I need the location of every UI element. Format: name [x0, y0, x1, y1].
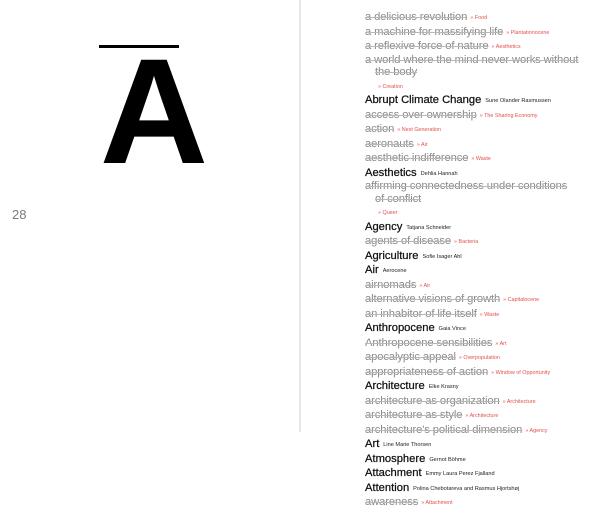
headword: Agriculture: [365, 249, 419, 262]
headword: Air: [365, 264, 379, 276]
term: alternative visions of growth: [365, 293, 501, 305]
author-name: Sofie Isager Ahl: [422, 253, 462, 260]
right-page: [301, 0, 600, 508]
index-headword-entry: [365, 481, 597, 496]
headword: Abrupt Climate Change: [365, 94, 482, 106]
cross-reference-link[interactable]: » Aesthetics: [491, 44, 521, 50]
cross-reference-link[interactable]: » Architecture: [465, 413, 499, 419]
author-name: Elke Krasny: [428, 384, 459, 390]
cross-reference-link[interactable]: » Air: [419, 282, 431, 289]
term: an inhabitor of life itself: [365, 307, 477, 320]
cross-reference-link[interactable]: » Architecture: [502, 398, 536, 405]
headword: Aesthetics: [365, 166, 417, 179]
term-continuation-text: of conflict: [375, 192, 422, 205]
term: a delicious revolution: [365, 11, 468, 23]
cross-reference-link[interactable]: » Agency: [525, 427, 548, 434]
cross-reference-link[interactable]: » Bacteria: [454, 239, 479, 245]
cross-reference-link[interactable]: » Plantationocene: [506, 29, 550, 36]
index-term-entry: [365, 408, 597, 423]
index-term-entry: [365, 10, 597, 25]
cross-reference-link[interactable]: » Capitalocene: [503, 297, 540, 303]
index-headword-entry: [365, 379, 597, 394]
headword: Attachment: [365, 467, 422, 479]
term: action: [365, 123, 395, 135]
headword: Atmosphere: [365, 452, 426, 465]
term: aeronauts: [365, 137, 414, 150]
term: apocalyptic appeal: [365, 351, 456, 363]
term: affirming connectedness under conditions: [365, 180, 568, 192]
cross-reference-link[interactable]: » Attachment: [421, 500, 453, 506]
index-term-entry: [365, 108, 597, 123]
cross-reference-link[interactable]: » Art: [495, 340, 507, 347]
index-term-entry: [365, 365, 597, 380]
index-term-entry: [365, 39, 597, 54]
index-term-entry: [365, 495, 597, 510]
left-page: [0, 0, 299, 432]
cross-reference-link[interactable]: » The Sharing Economy: [479, 112, 538, 119]
term-continuation: [365, 66, 597, 93]
term-continuation: [365, 193, 597, 220]
author-name: Line Marie Thorsen: [383, 442, 432, 448]
index-term-entry: [365, 151, 597, 166]
term: Anthropocene sensibilities: [365, 336, 493, 349]
section-letter: A: [99, 27, 209, 195]
headword: Art: [365, 438, 380, 450]
author-name: Tatjana Schneider: [406, 224, 452, 231]
author-name: Emmy Laura Perez Fjalland: [425, 471, 495, 477]
cross-reference-link[interactable]: » Window of Opportunity: [491, 369, 551, 376]
cross-reference-link[interactable]: » Next Generation: [397, 127, 442, 133]
index-term-entry: [365, 394, 597, 409]
author-name: Gernot Böhme: [429, 456, 466, 463]
term: agents of disease: [365, 235, 451, 247]
term: access over ownership: [365, 108, 477, 121]
author-name: Aerocene: [382, 268, 407, 274]
author-name: Polina Chebotareva and Rasmus Hjortshøj: [413, 485, 520, 492]
term: airnomads: [365, 278, 417, 291]
index-term-entry: [365, 122, 597, 137]
index-headword-entry: [365, 249, 597, 264]
index-term-entry: [365, 137, 597, 152]
cross-reference-link[interactable]: » Air: [416, 141, 428, 148]
term: architecture as style: [365, 409, 463, 421]
author-name: Dehlia Hannah: [420, 170, 458, 177]
index-term-entry: [365, 307, 597, 322]
term: aesthetic indifference: [365, 152, 469, 164]
term: a world where the mind never works without: [365, 53, 579, 66]
index-headword-entry: [365, 93, 597, 108]
cross-reference-link[interactable]: » Waste: [471, 156, 491, 162]
index-term-entry: [365, 336, 597, 351]
term: architecture as organization: [365, 394, 500, 407]
author-name: Gaia Vince: [438, 326, 466, 332]
index-headword-entry: [365, 466, 597, 481]
headword: Agency: [365, 220, 403, 233]
index-headword-entry: [365, 166, 597, 181]
cross-reference-link[interactable]: » Queer: [378, 210, 398, 216]
index-term-entry: [365, 292, 597, 307]
index-term-entry: [365, 180, 597, 220]
cross-reference-link[interactable]: » Creation: [378, 83, 403, 90]
index-headword-entry: [365, 263, 597, 278]
author-name: Sune Olander Rasmussen: [485, 98, 551, 104]
index-headword-entry: [365, 321, 597, 336]
index-term-entry: [365, 278, 597, 293]
index-headword-entry: [365, 452, 597, 467]
term: appropriateness of action: [365, 365, 489, 378]
index-term-entry: [365, 350, 597, 365]
term-continuation-text: the body: [375, 66, 418, 78]
cross-reference-link[interactable]: » Waste: [479, 311, 500, 318]
term: a machine for massifying life: [365, 25, 504, 38]
index-term-entry: [365, 25, 597, 40]
term: awareness: [365, 496, 419, 508]
headword: Attention: [365, 481, 410, 494]
index-term-entry: [365, 54, 597, 94]
cross-reference-link[interactable]: » Food: [470, 15, 488, 21]
index-term-entry: [365, 423, 597, 438]
headword: Architecture: [365, 380, 425, 392]
page-number: 28: [12, 207, 27, 222]
term: architecture's political dimension: [365, 423, 523, 436]
cross-reference-link[interactable]: » Overpopulation: [458, 355, 500, 361]
index-term-entry: [365, 234, 597, 249]
headword: Anthropocene: [365, 322, 435, 334]
index-headword-entry: [365, 220, 597, 235]
index-headword-entry: [365, 437, 597, 452]
index-list: [365, 10, 597, 510]
term: a reflexive force of nature: [365, 40, 489, 52]
